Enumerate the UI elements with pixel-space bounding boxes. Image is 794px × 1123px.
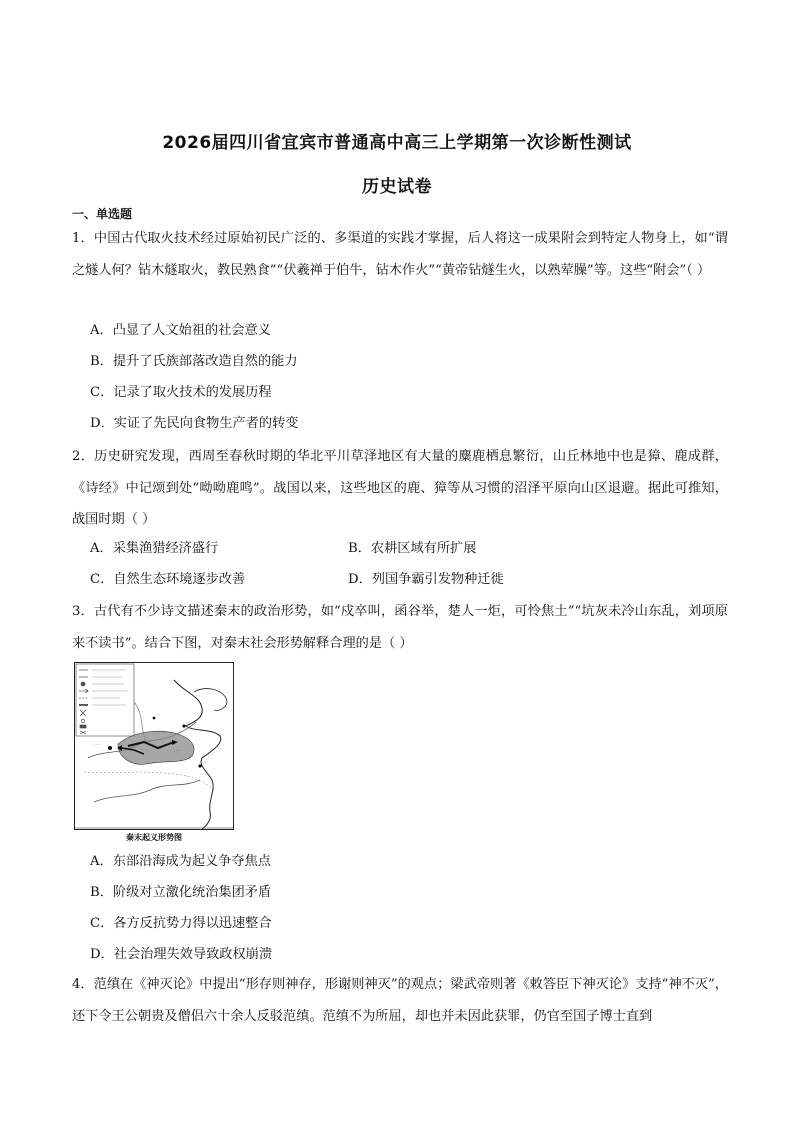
svg-text:· · ·: · · · xyxy=(174,748,181,753)
question-3-option-c: C．各方反抗势力得以迅速整合 xyxy=(90,916,272,931)
exam-title: 2026届四川省宜宾市普通高中高三上学期第一次诊断性测试 xyxy=(162,133,632,153)
question-2-stem: 2．历史研究发现，西周至春秋时期的华北平川草泽地区有大量的麋鹿栖息繁衍，山丘林地中也是獐、鹿成群，《诗经》中记颂到处“呦呦鹿鸣”。战国以来，这些地区的鹿、獐等从习惯的沼泽平原向山区退避。据此可推知，战国时期（ ） xyxy=(72,449,728,527)
exam-subtitle: 历史试卷 xyxy=(362,177,432,197)
qin-uprising-map xyxy=(74,662,234,830)
question-3-option-a: A．东部沿海成为起义争夺焦点 xyxy=(90,854,271,869)
question-3-option-b: B．阶级对立激化统治集团矛盾 xyxy=(90,885,272,900)
question-1-option-d: D．实证了先民向食物生产者的转变 xyxy=(90,416,299,431)
question-2-option-d: D．列国争霸引发物种迁徙 xyxy=(348,572,504,587)
svg-text:· ·: · · xyxy=(202,760,206,765)
question-1-option-c: C．记录了取火技术的发展历程 xyxy=(90,385,272,400)
question-2-option-c: C．自然生态环境逐步改善 xyxy=(90,572,246,587)
question-1-stem: 1．中国古代取火技术经过原始初民广泛的、多渠道的实践才掌握，后人将这一成果附会到特定人物身上，如“谓之燧人何？钻木燧取火，教民熟食”“伏羲禅于伯牛，钻木作火”“黄帝钻燧生火，以熟荤臊”等。这些“附会”（ ） xyxy=(72,231,728,278)
map-caption: 秦末起义形势图 xyxy=(126,833,182,842)
question-3-option-d: D．社会治理失效导致政权崩溃 xyxy=(90,947,273,962)
question-2-option-b: B．农耕区域有所扩展 xyxy=(348,541,477,556)
question-1-option-b: B．提升了氏族部落改造自然的能力 xyxy=(90,354,298,369)
svg-text:· · ·: · · · xyxy=(94,742,101,747)
section-heading: 一、单选题 xyxy=(72,207,133,221)
question-1-option-a: A．凸显了人文始祖的社会意义 xyxy=(90,323,271,338)
question-3-stem: 3．古代有不少诗文描述秦末的政治形势，如“戍卒叫，函谷举，楚人一炬，可怜焦土”“坑灰未冷山东乱，刘项原来不读书”。结合下图，对秦末社会形势解释合理的是（ ） xyxy=(72,604,728,651)
question-2-option-a: A．采集渔猎经济盛行 xyxy=(90,541,219,556)
svg-text:· ·: · · xyxy=(186,720,190,725)
svg-text:· ·: · · xyxy=(156,712,160,717)
question-4-stem: 4．范缜在《神灭论》中提出“形存则神存，形谢则神灭”的观点；梁武帝则著《敕答臣下神灭论》支持“神不灭”，还下令王公朝贵及僧侣六十余人反驳范缜。范缜不为所屈，却也并未因此获罪，仍官至国子博士直到 xyxy=(72,977,728,1024)
